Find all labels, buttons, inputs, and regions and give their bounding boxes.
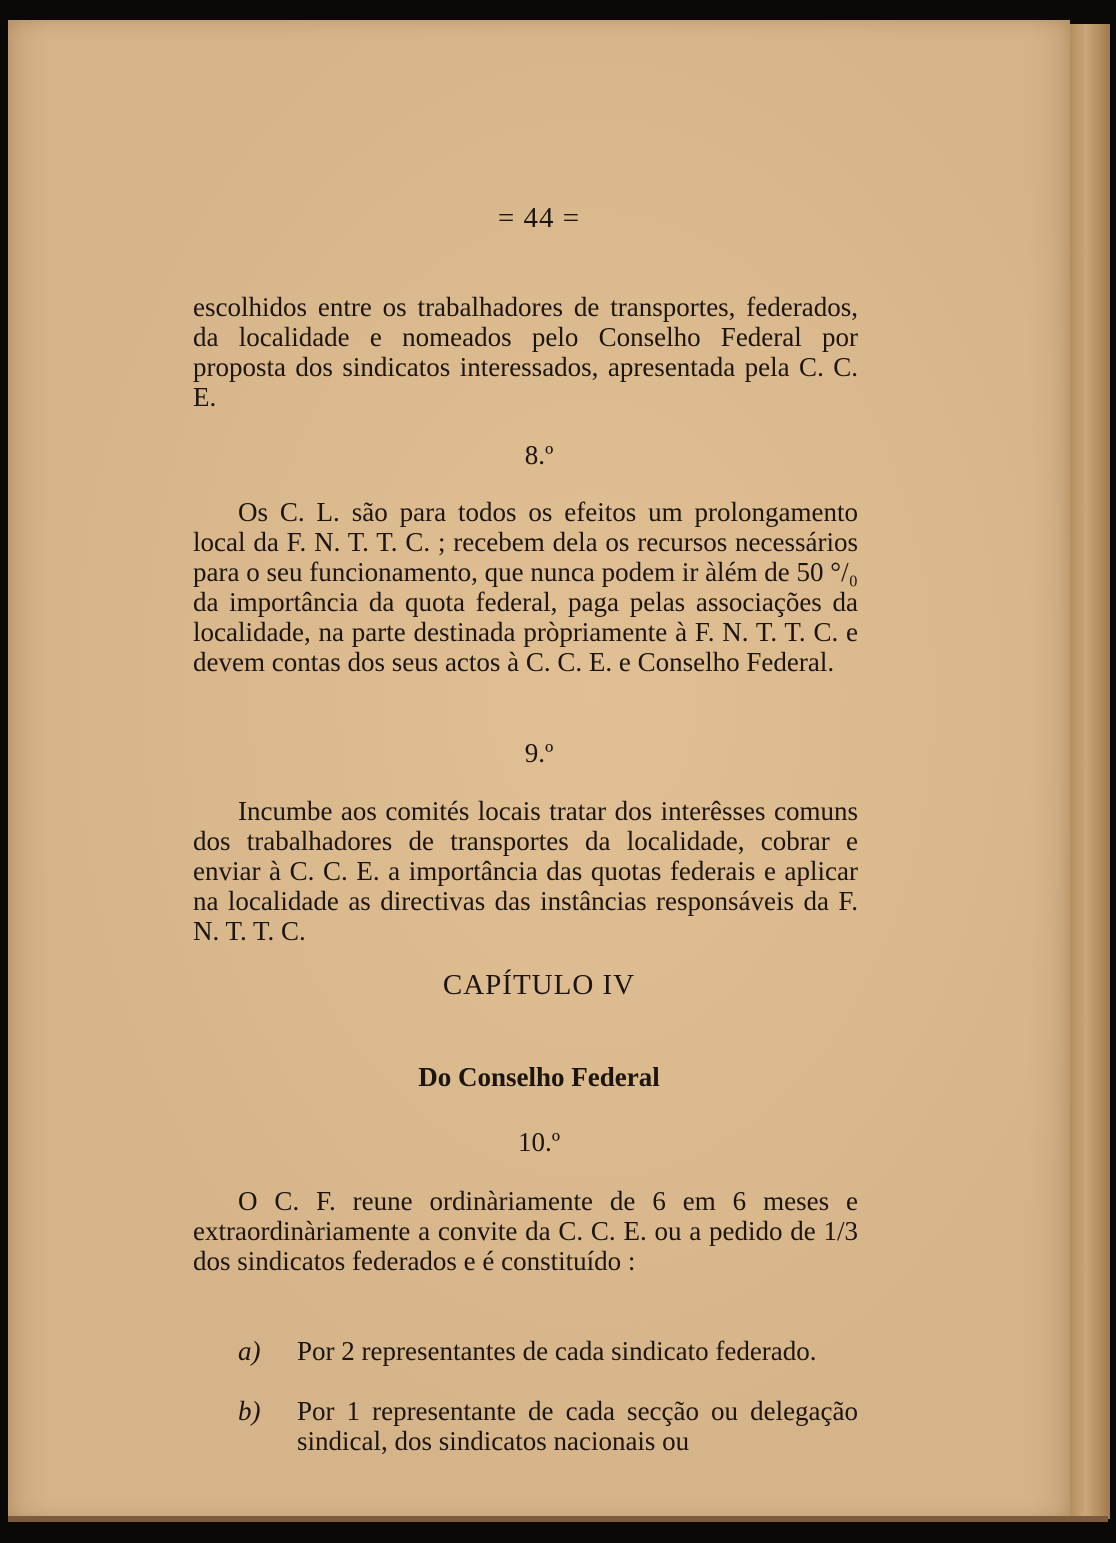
article-8-number: 8.º [524, 440, 554, 470]
list-item [193, 1396, 858, 1456]
adjacent-page-edge [1070, 24, 1110, 1519]
list-item-text: Por 2 representantes de cada sindicato federado. [297, 1336, 817, 1366]
chapter-heading: CAPÍTULO IV [442, 969, 636, 1001]
page-number-header: = 44 = [497, 202, 581, 234]
list-item [193, 1336, 858, 1366]
paragraph-continuation: escolhidos entre os trabalhadores de transportes, federados, da localidade e nomeados pelo Conselho Federal por proposta dos sindicatos interessados, apresentada pela C. C. E. [193, 292, 858, 412]
article-8-text: Os C. L. são para todos os efeitos um prolongamento local da F. N. T. T. C. ; recebem dela os recursos necessários para o seu funcionamento, que nunca podem ir àlém de 50 °/₀ da importância da quota federal, paga pelas associações da localidade, na parte destinada pròpriamente à F. N. T. T. C. e devem contas dos seus actos à C. C. E. e Conselho Federal. [193, 497, 858, 677]
article-9-text: Incumbe aos comités locais tratar dos interêsses comuns dos trabalhadores de transportes da localidade, cobrar e enviar à C. C. E. a importância das quotas federais e aplicar na localidade as directivas das instâncias responsáveis da F. N. T. T. C. [193, 796, 858, 946]
page-bottom-edge [8, 1516, 1108, 1522]
chapter-subtitle: Do Conselho Federal [418, 1062, 660, 1092]
list-item-marker: b) [238, 1396, 261, 1426]
article-9-number: 9.º [524, 738, 554, 768]
article-10-number: 10.º [517, 1127, 561, 1157]
list-item-marker: a) [238, 1336, 261, 1366]
list-item-text: Por 1 representante de cada secção ou delegação sindical, dos sindicatos nacionais ou [297, 1396, 858, 1456]
document-page [8, 20, 1070, 1520]
article-10-text: O C. F. reune ordinàriamente de 6 em 6 meses e extraordinàriamente a convite da C. C. E. ou a pedido de 1/3 dos sindicatos federados e é constituído : [193, 1186, 858, 1276]
